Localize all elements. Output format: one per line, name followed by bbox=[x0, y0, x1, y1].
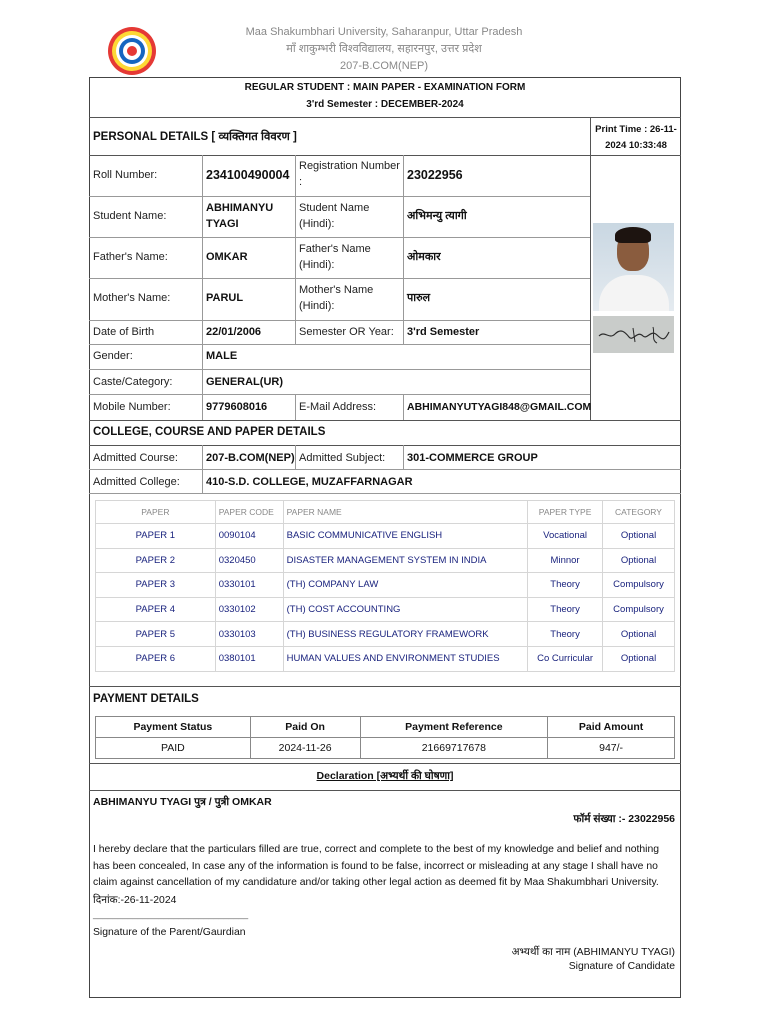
payment-table bbox=[95, 716, 675, 759]
category-cell: Optional bbox=[603, 622, 675, 647]
paper-name-cell: DISASTER MANAGEMENT SYSTEM IN INDIA bbox=[283, 548, 528, 573]
email-label: E-Mail Address: bbox=[299, 401, 377, 413]
declaration-heading: Declaration [अभ्यर्थी की घोषणा] bbox=[316, 770, 454, 782]
admitted-college-value: 410-S.D. COLLEGE, MUZAFFARNAGAR bbox=[206, 476, 413, 488]
course-code: 207-B.COM(NEP) bbox=[339, 60, 429, 72]
paper-name-cell: (TH) COMPANY LAW bbox=[283, 573, 528, 598]
paper-code-cell: 0330101 bbox=[215, 573, 283, 598]
paper-table-header bbox=[96, 501, 675, 524]
mother-name-hindi-value: पारुल bbox=[407, 292, 431, 304]
paper-type-cell: Co Curricular bbox=[528, 646, 603, 671]
payment-details-heading: PAYMENT DETAILS bbox=[93, 693, 199, 705]
admitted-college-label: Admitted College: bbox=[93, 476, 180, 488]
payment-table-header bbox=[96, 717, 675, 738]
dob-value: 22/01/2006 bbox=[206, 326, 262, 338]
col-paper: PAPER bbox=[96, 501, 216, 524]
parent-sign-line: _______________________________ bbox=[93, 909, 249, 919]
semester-label: Semester OR Year: bbox=[299, 326, 394, 338]
mobile-label: Mobile Number: bbox=[93, 401, 171, 413]
candidate-name: अभ्यर्थी का नाम (ABHIMANYU TYAGI) bbox=[511, 947, 675, 958]
col-payment-status: Payment Status bbox=[96, 717, 251, 738]
university-name-en: Maa Shakumbhari University, Saharanpur, Uttar Pradesh bbox=[245, 26, 523, 38]
parent-signature-label: Signature of the Parent/Gaurdian bbox=[93, 927, 246, 938]
form-number: फॉर्म संख्या :- 23022956 bbox=[573, 813, 675, 825]
admitted-subject-label: Admitted Subject: bbox=[299, 452, 386, 464]
page-header bbox=[0, 24, 768, 75]
paper-code-cell: 0380101 bbox=[215, 646, 283, 671]
col-payment-reference: Payment Reference bbox=[360, 717, 548, 738]
roll-number-value: 234100490004 bbox=[206, 168, 290, 182]
paper-type-cell: Theory bbox=[528, 573, 603, 598]
father-name-label: Father's Name: bbox=[93, 251, 168, 263]
registration-number-label: Registration Number : bbox=[299, 160, 400, 188]
registration-number-value: 23022956 bbox=[407, 168, 463, 182]
payment-reference-cell: 21669717678 bbox=[360, 738, 548, 759]
form-semester: 3'rd Semester : DECEMBER-2024 bbox=[306, 99, 464, 110]
category-cell: Optional bbox=[603, 524, 675, 549]
table-row bbox=[96, 573, 675, 598]
paper-cell: PAPER 4 bbox=[96, 597, 216, 622]
table-row bbox=[96, 548, 675, 573]
roll-number-label: Roll Number: bbox=[93, 169, 158, 181]
student-name-hindi-label: Student Name (Hindi): bbox=[299, 202, 370, 230]
student-photo-icon bbox=[593, 223, 674, 311]
paper-name-cell: HUMAN VALUES AND ENVIRONMENT STUDIES bbox=[283, 646, 528, 671]
category-cell: Optional bbox=[603, 646, 675, 671]
semester-value: 3'rd Semester bbox=[407, 326, 480, 338]
table-row bbox=[96, 524, 675, 549]
paper-name-cell: (TH) COST ACCOUNTING bbox=[283, 597, 528, 622]
paper-type-cell: Vocational bbox=[528, 524, 603, 549]
payment-status-cell: PAID bbox=[96, 738, 251, 759]
table-row bbox=[96, 646, 675, 671]
student-name-label: Student Name: bbox=[93, 210, 167, 222]
col-paper-name: PAPER NAME bbox=[283, 501, 528, 524]
paper-cell: PAPER 6 bbox=[96, 646, 216, 671]
admitted-course-value: 207-B.COM(NEP) bbox=[206, 452, 295, 464]
mother-name-hindi-label: Mother's Name (Hindi): bbox=[299, 284, 374, 312]
father-name-value: OMKAR bbox=[206, 251, 248, 263]
paper-cell: PAPER 3 bbox=[96, 573, 216, 598]
print-time: Print Time : 26-11- 2024 10:33:48 bbox=[595, 124, 677, 151]
paper-cell: PAPER 2 bbox=[96, 548, 216, 573]
caste-value: GENERAL(UR) bbox=[206, 376, 283, 388]
father-name-hindi-label: Father's Name (Hindi): bbox=[299, 243, 371, 271]
category-cell: Optional bbox=[603, 548, 675, 573]
college-section-heading: COLLEGE, COURSE AND PAPER DETAILS bbox=[93, 426, 326, 438]
paper-code-cell: 0330103 bbox=[215, 622, 283, 647]
paper-type-cell: Theory bbox=[528, 622, 603, 647]
col-paid-on: Paid On bbox=[250, 717, 360, 738]
paper-cell: PAPER 1 bbox=[96, 524, 216, 549]
student-name-hindi-value: अभिमन्यु त्यागी bbox=[407, 210, 467, 222]
table-row bbox=[96, 622, 675, 647]
col-paid-amount: Paid Amount bbox=[548, 717, 675, 738]
admitted-subject-value: 301-COMMERCE GROUP bbox=[407, 452, 538, 464]
col-category: CATEGORY bbox=[603, 501, 675, 524]
paper-cell: PAPER 5 bbox=[96, 622, 216, 647]
paper-code-cell: 0330102 bbox=[215, 597, 283, 622]
email-value: ABHIMANYUTYAGI848@GMAIL.COM bbox=[407, 401, 592, 413]
paper-type-cell: Minnor bbox=[528, 548, 603, 573]
paper-code-cell: 0320450 bbox=[215, 548, 283, 573]
table-row bbox=[96, 738, 675, 759]
paper-code-cell: 0090104 bbox=[215, 524, 283, 549]
mother-name-label: Mother's Name: bbox=[93, 292, 171, 304]
gender-label: Gender: bbox=[93, 350, 133, 362]
form-title: REGULAR STUDENT : MAIN PAPER - EXAMINATION FORM bbox=[244, 82, 526, 93]
student-name-value: ABHIMANYU TYAGI bbox=[206, 202, 274, 230]
category-cell: Compulsory bbox=[603, 573, 675, 598]
paper-name-cell: BASIC COMMUNICATIVE ENGLISH bbox=[283, 524, 528, 549]
gender-value: MALE bbox=[206, 350, 238, 362]
mobile-value: 9779608016 bbox=[206, 401, 268, 413]
category-cell: Compulsory bbox=[603, 597, 675, 622]
personal-details-heading: PERSONAL DETAILS [ व्यक्तिगत विवरण ] bbox=[93, 131, 297, 143]
dob-label: Date of Birth bbox=[93, 326, 155, 338]
declaration-name-line: ABHIMANYU TYAGI पुत्र / पुत्री OMKAR bbox=[93, 796, 272, 808]
col-paper-code: PAPER CODE bbox=[215, 501, 283, 524]
mother-name-value: PARUL bbox=[206, 292, 244, 304]
father-name-hindi-value: ओमकार bbox=[407, 251, 441, 263]
declaration-text: I hereby declare that the particulars filled are true, correct and complete to the best of my knowledge and belief and nothing has been concealed, In case any of the information is found to be false, incorrect or misleading at any stage I shall have no claim against cancellation of my candidature and/or taking other legal action as deemed fit by Maa Shakumbhari University. bbox=[93, 844, 660, 888]
candidate-signature-label: Signature of Candidate bbox=[568, 961, 675, 972]
paid-on-cell: 2024-11-26 bbox=[250, 738, 360, 759]
paper-name-cell: (TH) BUSINESS REGULATORY FRAMEWORK bbox=[283, 622, 528, 647]
caste-label: Caste/Category: bbox=[93, 376, 173, 388]
paid-amount-cell: 947/- bbox=[548, 738, 675, 759]
paper-table bbox=[95, 500, 675, 672]
declaration-date: दिनांक:-26-11-2024 bbox=[93, 895, 177, 906]
admitted-course-label: Admitted Course: bbox=[93, 452, 178, 464]
table-row bbox=[96, 597, 675, 622]
col-paper-type: PAPER TYPE bbox=[528, 501, 603, 524]
university-name-hi: माँ शाकुम्भरी विश्वविद्यालय, सहारनपुर, उत्तर प्रदेश bbox=[286, 43, 482, 55]
paper-type-cell: Theory bbox=[528, 597, 603, 622]
signature-icon bbox=[593, 316, 674, 353]
